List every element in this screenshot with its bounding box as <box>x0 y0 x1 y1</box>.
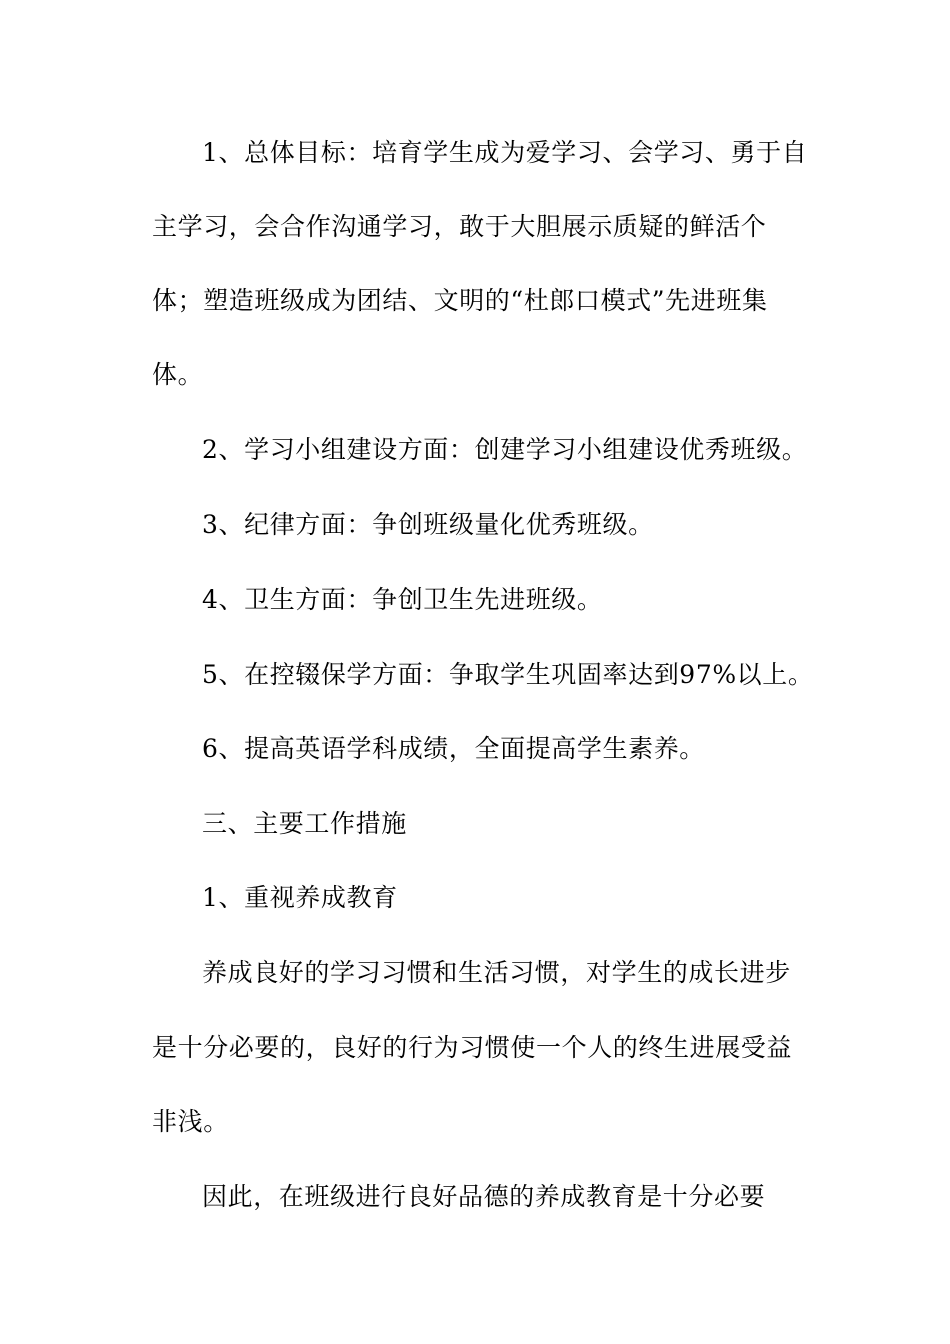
section-heading: 三、主要工作措施 <box>202 809 407 838</box>
goal-1-line-4: 体。 <box>152 360 204 389</box>
paragraph-1-line-3: 非浅。 <box>152 1107 229 1136</box>
goal-5-line: 5、在控辍保学方面：争取学生巩固率达到97%以上。 <box>202 660 814 689</box>
paragraph-1-line-1: 养成良好的学习习惯和生活习惯，对学生的成长进步 <box>202 958 791 987</box>
subsection-heading: 1、重视养成教育 <box>202 883 398 912</box>
goal-1-line-1: 1、总体目标：培育学生成为爱学习、会学习、勇于自 <box>202 138 808 167</box>
goal-1-line-2: 主学习，会合作沟通学习，敢于大胆展示质疑的鲜活个 <box>152 212 767 241</box>
goal-1-line-3: 体；塑造班级成为团结、文明的“杜郎口模式”先进班集 <box>152 286 768 315</box>
goal-2-line: 2、学习小组建设方面：创建学习小组建设优秀班级。 <box>202 435 808 464</box>
goal-3-line: 3、纪律方面：争创班级量化优秀班级。 <box>202 510 654 539</box>
goal-6-line: 6、提高英语学科成绩，全面提高学生素养。 <box>202 734 705 763</box>
paragraph-1-line-2: 是十分必要的，良好的行为习惯使一个人的终生进展受益 <box>152 1033 793 1062</box>
goal-4-line: 4、卫生方面：争创卫生先进班级。 <box>202 585 603 614</box>
paragraph-2-line-1: 因此，在班级进行良好品德的养成教育是十分必要 <box>202 1182 766 1211</box>
